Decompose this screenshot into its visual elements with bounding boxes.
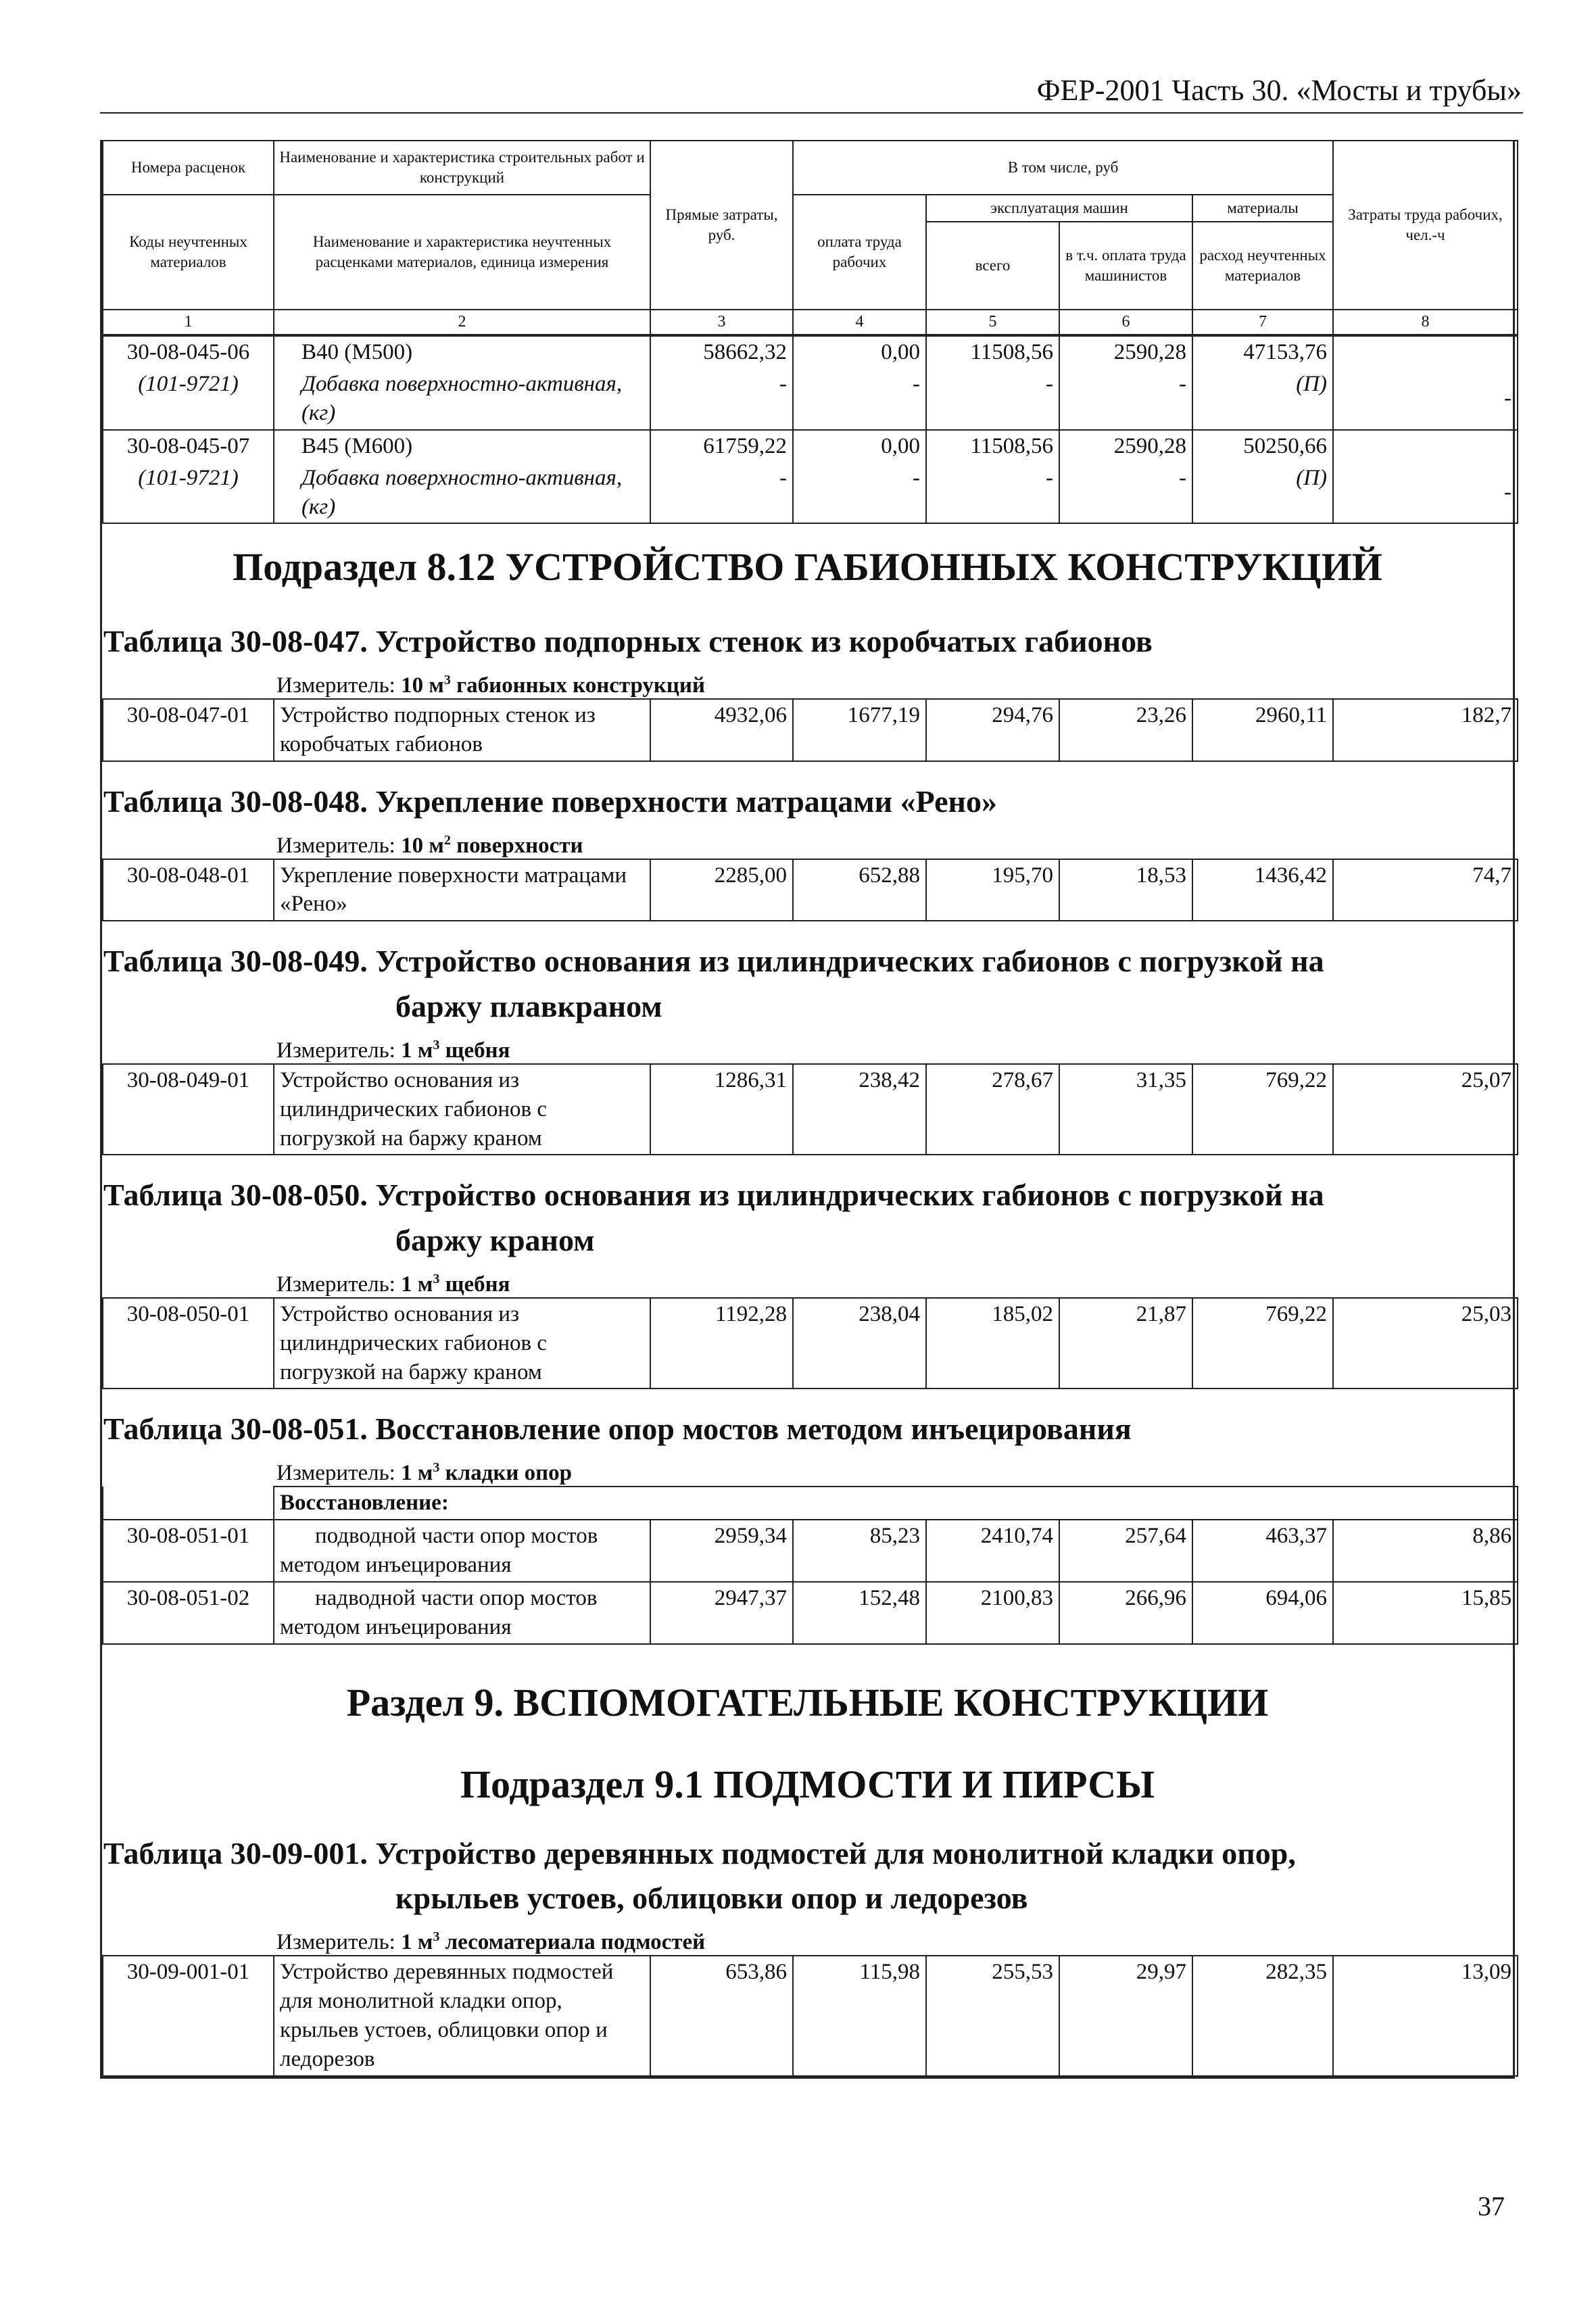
machines-pay: 21,87 [1059,1298,1192,1389]
work-name: Устройство основания из цилиндрических габионов с погрузкой на баржу краном [274,1064,650,1155]
header-direct-costs: Прямые затраты, руб. [650,141,793,310]
measure-label: Измеритель: [276,833,395,858]
column-header-table [102,140,1518,335]
header-codes-bottom: Коды неучтенных материалов [103,195,274,310]
table-row [103,368,1518,430]
measure-label: Измеритель: [276,1461,395,1486]
machines-pay: 18,53 [1059,859,1192,921]
direct-costs: 2285,00 [650,859,793,921]
measure-unit-name: кладки опор [445,1461,572,1486]
machines-total: 294,76 [926,699,1059,761]
measure-unit [102,1924,1513,1955]
measure-unit [102,1266,1513,1297]
rate-code: 30-08-049-01 [103,1064,274,1155]
materials: 1436,42 [1192,859,1333,921]
machines-total: 2410,74 [926,1520,1059,1582]
running-header: ФЕР-2001 Часть 30. «Мосты и трубы» [1036,74,1522,107]
header-machines-total: всего [926,222,1059,310]
table-title [102,1155,1513,1265]
table-title [102,762,1513,827]
measure-value: 1 м [401,1461,433,1486]
labor-cost: - [1333,368,1518,430]
material-name: Добавка поверхностно-активная, (кг) [274,368,650,430]
column-number: 8 [1333,310,1518,335]
machines-pay: - [1059,462,1192,524]
machines-total: 255,53 [926,1956,1059,2076]
direct-costs: 1286,31 [650,1064,793,1155]
materials: 769,22 [1192,1064,1333,1155]
measure-label: Измеритель: [276,1272,395,1297]
rate-code: 30-09-001-01 [103,1956,274,2076]
subsection-title: Подраздел 9.1 ПОДМОСТИ И ПИРСЫ [460,1762,1155,1806]
labor-cost: 25,07 [1333,1064,1518,1155]
machines-total: 2100,83 [926,1582,1059,1644]
table-title-text: Таблица 30-08-051. Восстановление опор мостов методом инъецирования [103,1412,1132,1447]
materials: 769,22 [1192,1298,1333,1389]
machines-pay: 23,26 [1059,699,1192,761]
header-machines: эксплуатация машин [926,195,1192,222]
rate-code: 30-08-051-02 [103,1582,274,1644]
column-number: 7 [1192,310,1333,335]
measure-exponent: 3 [433,1271,440,1286]
materials: 694,06 [1192,1582,1333,1644]
table-title-text: Таблица 30-08-050. Устройство основания из цилиндрических габионов с погрузкой на [103,1178,1324,1213]
direct-costs: - [650,462,793,524]
table-row [103,699,1518,761]
subsection-title: Подраздел 8.12 УСТРОЙСТВО ГАБИОННЫХ КОНСТРУКЦИЙ [233,545,1382,589]
work-name: Укрепление поверхности матрацами «Рено» [274,859,650,921]
work-name: Устройство деревянных подмостей для монолитной кладки опор, крыльев устоев, облицовки опор и ледорезов [274,1956,650,2076]
materials: (П) [1192,368,1333,430]
materials: 463,37 [1192,1520,1333,1582]
machines-pay: - [1059,368,1192,430]
table-title [102,1814,1513,1924]
machines-total: 278,67 [926,1064,1059,1155]
direct-costs: 653,86 [650,1956,793,2076]
header-labor-pay: оплата труда рабочих [793,195,926,310]
labor-cost: 8,86 [1333,1520,1518,1582]
work-name: Устройство основания из цилиндрических габионов с погрузкой на баржу краном [274,1298,650,1389]
column-number: 1 [103,310,274,335]
materials: 50250,66 [1192,430,1333,462]
labor-cost: 13,09 [1333,1956,1518,2076]
price-table [102,1955,1518,2077]
column-number: 5 [926,310,1059,335]
table-row [103,1520,1518,1582]
table-row [103,1582,1518,1644]
measure-unit-name: лесоматериала подмостей [445,1929,706,1954]
materials: (П) [1192,462,1333,524]
labor-pay: 238,04 [793,1298,926,1389]
price-table [102,698,1518,762]
section-title: Раздел 9. ВСПОМОГАТЕЛЬНЫЕ КОНСТРУКЦИИ [346,1680,1269,1724]
measure-exponent: 2 [443,832,451,848]
measure-unit-name: габионных конструкций [456,673,705,698]
table-title [102,921,1513,1032]
machines-total: - [926,368,1059,430]
measure-exponent: 3 [433,1037,440,1053]
table-row [103,430,1518,462]
group-row [103,1487,1518,1520]
work-name: Устройство подпорных стенок из коробчатых габионов [274,699,650,761]
machines-pay: 2590,28 [1059,336,1192,368]
header-including: В том числе, руб [793,141,1333,195]
machines-pay: 2590,28 [1059,430,1192,462]
group-label: Восстановление: [274,1487,1518,1520]
rate-code: 30-08-045-06 [103,336,274,368]
machines-total: 185,02 [926,1298,1059,1389]
measure-label: Измеритель: [276,1929,395,1954]
header-name-top: Наименование и характеристика строительных работ и конструкций [274,141,650,195]
price-table [102,1297,1518,1390]
measure-unit-name: щебня [445,1038,510,1063]
table-title-text: Таблица 30-08-048. Укрепление поверхности матрацами «Рено» [103,783,998,819]
materials: 282,35 [1192,1956,1333,2076]
measure-unit-name: щебня [445,1272,510,1297]
labor-pay: - [793,368,926,430]
machines-pay: 29,97 [1059,1956,1192,2076]
measure-exponent: 3 [443,673,451,688]
work-name: В40 (М500) [274,336,650,368]
price-table [102,1063,1518,1156]
machines-total: - [926,462,1059,524]
table-title [102,602,1513,667]
measure-value: 10 м [401,833,444,858]
labor-cost: 182,7 [1333,699,1518,761]
rate-code: 30-08-048-01 [103,859,274,921]
labor-pay: 1677,19 [793,699,926,761]
column-number: 3 [650,310,793,335]
machines-total: 11508,56 [926,336,1059,368]
table-title-text: Таблица 30-08-047. Устройство подпорных стенок из коробчатых габионов [103,624,1153,659]
table-row [103,1298,1518,1389]
header-materials-use: расход неучтенных материалов [1192,222,1333,310]
work-name: В45 (М600) [274,430,650,462]
machines-total: 11508,56 [926,430,1059,462]
measure-exponent: 3 [433,1929,440,1944]
header-rule [100,112,1523,114]
labor-pay: 0,00 [793,336,926,368]
direct-costs: 2959,34 [650,1520,793,1582]
table-title-continuation: баржу краном [395,1223,595,1258]
measure-value: 10 м [401,673,444,698]
work-name: подводной части опор мостов методом инъецирования [274,1520,650,1582]
rate-code: 30-08-045-07 [103,430,274,462]
rate-code: 30-08-050-01 [103,1298,274,1389]
direct-costs: 61759,22 [650,430,793,462]
measure-exponent: 3 [433,1460,440,1476]
measure-unit [102,667,1513,698]
measure-value: 1 м [401,1038,433,1063]
measure-unit [102,827,1513,859]
machines-pay: 266,96 [1059,1582,1192,1644]
measure-unit [102,1455,1513,1486]
labor-pay: 0,00 [793,430,926,462]
price-table-document [100,140,1515,2079]
direct-costs: - [650,368,793,430]
labor-cost [1333,430,1518,462]
machines-total: 195,70 [926,859,1059,921]
table-title-continuation: баржу плавкраном [395,989,662,1024]
table-title-text: Таблица 30-08-049. Устройство основания из цилиндрических габионов с погрузкой на [103,944,1324,979]
page-number: 37 [1478,2191,1505,2221]
work-name: надводной части опор мостов методом инъецирования [274,1582,650,1644]
direct-costs: 4932,06 [650,699,793,761]
labor-cost: - [1333,462,1518,524]
labor-pay: - [793,462,926,524]
table-row [103,1956,1518,2076]
header-materials: материалы [1192,195,1333,222]
table-title-text: Таблица 30-09-001. Устройство деревянных подмостей для монолитной кладки опор, [103,1835,1296,1871]
table-title-continuation: крыльев устоев, облицовки опор и ледорезов [395,1881,1028,1916]
labor-pay: 115,98 [793,1956,926,2076]
machines-pay: 31,35 [1059,1064,1192,1155]
labor-cost: 74,7 [1333,859,1518,921]
direct-costs: 1192,28 [650,1298,793,1389]
rate-code: 30-08-051-01 [103,1520,274,1582]
header-codes-top: Номера расценок [103,141,274,195]
labor-cost: 15,85 [1333,1582,1518,1644]
labor-cost: 25,03 [1333,1298,1518,1389]
price-table [102,859,1518,922]
table-row [103,336,1518,368]
header-labor-cost: Затраты труда рабочих, чел.-ч [1333,141,1518,310]
materials: 2960,11 [1192,699,1333,761]
measure-unit-name: поверхности [456,833,583,858]
materials: 47153,76 [1192,336,1333,368]
rate-code: 30-08-047-01 [103,699,274,761]
measure-unit [102,1032,1513,1063]
measure-label: Измеритель: [276,1038,395,1063]
direct-costs: 58662,32 [650,336,793,368]
column-number: 4 [793,310,926,335]
table-title [102,1389,1513,1455]
header-name-bottom: Наименование и характеристика неучтенных расценками материалов, единица измерения [274,195,650,310]
header-machines-pay: в т.ч. оплата труда машинистов [1059,222,1192,310]
continuation-rows [102,335,1518,524]
labor-pay: 652,88 [793,859,926,921]
direct-costs: 2947,37 [650,1582,793,1644]
material-code: (101-9721) [103,368,274,430]
labor-pay: 238,42 [793,1064,926,1155]
labor-pay: 85,23 [793,1520,926,1582]
table-row [103,1064,1518,1155]
measure-label: Измеритель: [276,673,395,698]
column-number: 6 [1059,310,1192,335]
table-row [103,462,1518,524]
material-name: Добавка поверхностно-активная, (кг) [274,462,650,524]
table-row [103,859,1518,921]
measure-value: 1 м [401,1272,433,1297]
price-table [102,1486,1518,1644]
measure-value: 1 м [401,1929,433,1954]
material-code: (101-9721) [103,462,274,524]
column-number: 2 [274,310,650,335]
machines-pay: 257,64 [1059,1520,1192,1582]
labor-cost [1333,336,1518,368]
labor-pay: 152,48 [793,1582,926,1644]
